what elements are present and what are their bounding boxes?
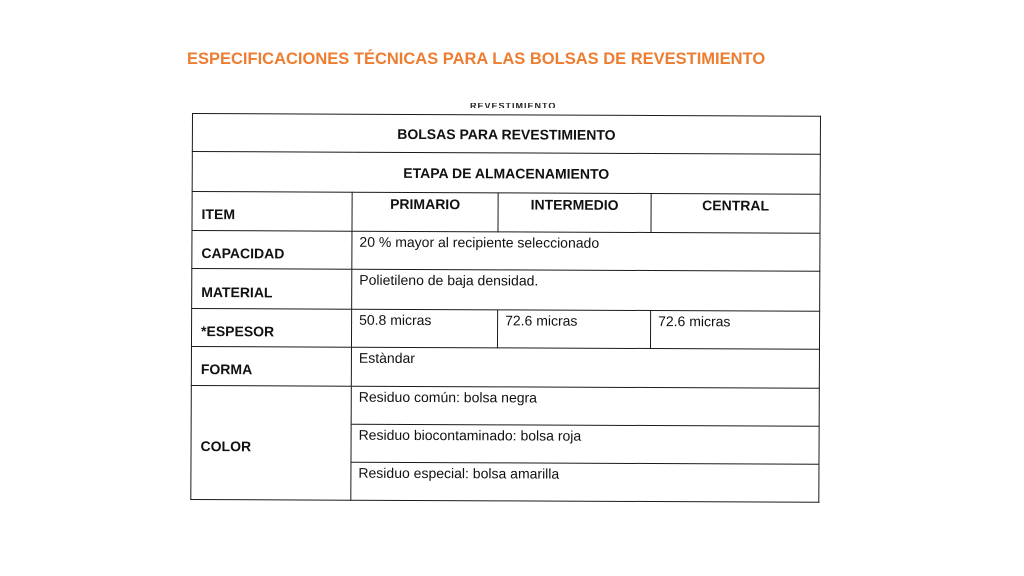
capacidad-label: CAPACIDAD <box>192 231 352 270</box>
color-value-especial: Residuo especial: bolsa amarilla <box>351 462 819 502</box>
forma-value: Estàndar <box>351 347 819 388</box>
column-header-intermedio: INTERMEDIO <box>498 193 651 233</box>
material-label: MATERIAL <box>192 269 352 310</box>
espesor-primario: 50.8 micras <box>351 309 497 348</box>
column-header-primario: PRIMARIO <box>352 192 498 232</box>
specifications-table <box>190 113 821 503</box>
espesor-intermedio: 72.6 micras <box>497 310 650 349</box>
espesor-label: *ESPESOR <box>191 309 351 348</box>
espesor-central: 72.6 micras <box>650 311 819 350</box>
table-header-stage: ETAPA DE ALMACENAMIENTO <box>192 152 820 195</box>
scan-edge-artifact: REVESTIMIENTO <box>470 103 556 108</box>
item-label: ITEM <box>192 192 352 232</box>
forma-label: FORMA <box>191 346 351 386</box>
table-header-main: BOLSAS PARA REVESTIMIENTO <box>192 114 820 155</box>
color-value-comun: Residuo común: bolsa negra <box>351 386 819 426</box>
column-header-central: CENTRAL <box>651 194 820 234</box>
color-label: COLOR <box>191 385 351 500</box>
slide-title: ESPECIFICACIONES TÉCNICAS PARA LAS BOLSAS DE REVESTIMIENTO <box>187 50 766 68</box>
material-value: Polietileno de baja densidad. <box>352 269 820 311</box>
color-value-biocontaminado: Residuo biocontaminado: bolsa roja <box>351 424 819 464</box>
capacidad-value: 20 % mayor al recipiente seleccionado <box>352 231 820 271</box>
